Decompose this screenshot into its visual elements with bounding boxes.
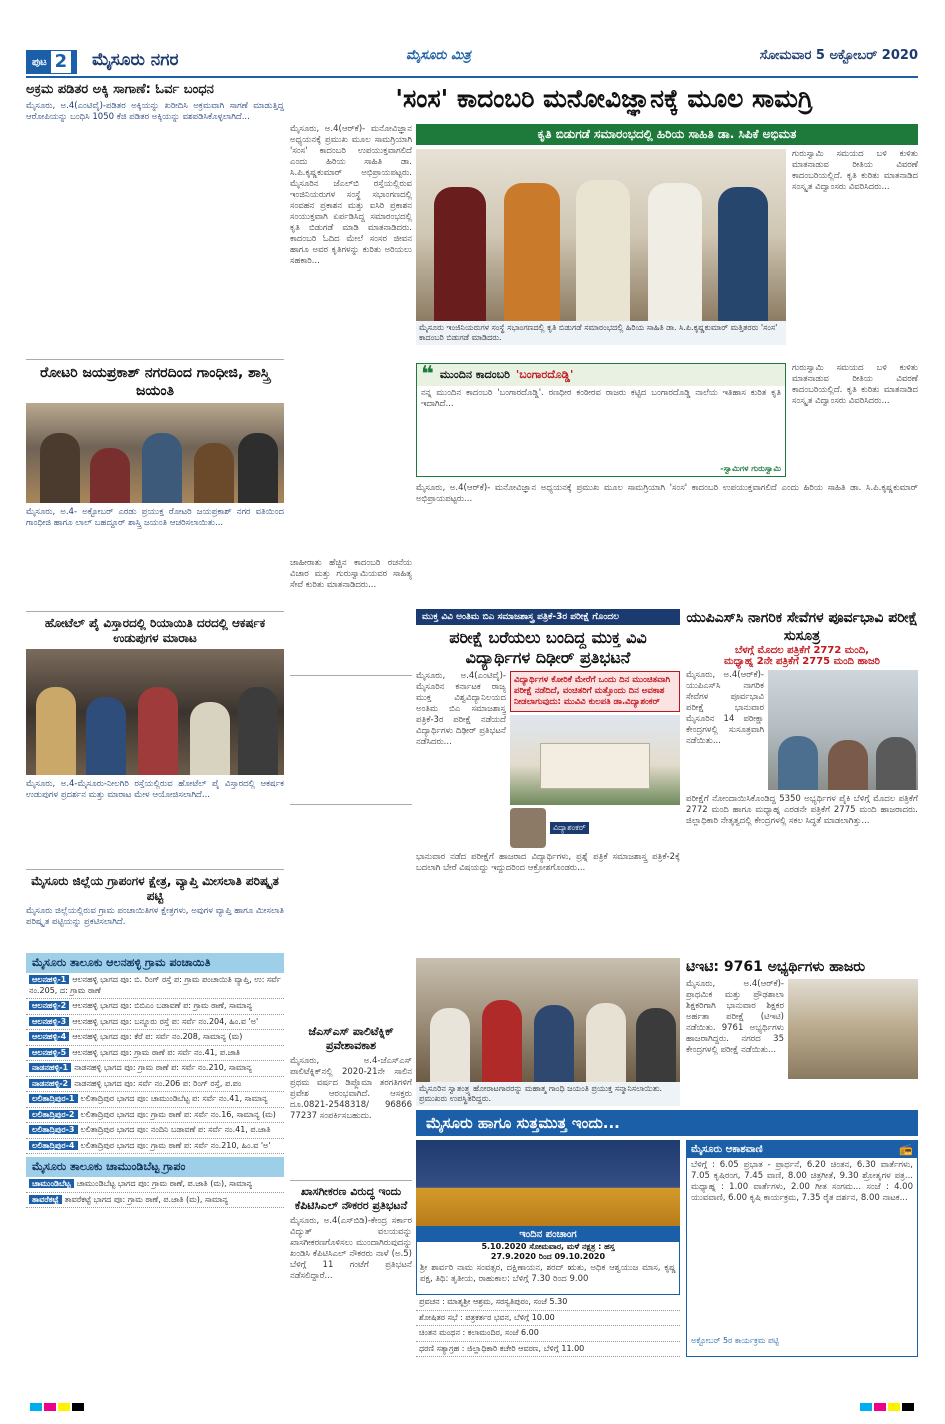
calendar-body: ಶ್ರೀ ಶಾರ್ವರಿ ನಾಮ ಸಂವತ್ಸರ, ದಕ್ಷಿಣಾಯನ, ಶರದ್ ಋತು, ಅಧಿಕ ಆಶ್ವಯುಜ ಮಾಸ, ಕೃಷ್ಣ ಪಕ್ಷ, ತಿಥಿ: ತೃತೀಯ, ರಾಹುಕಾಲ: ಬೆಳಿಗ್ಗೆ 7.30 ರಿಂದ 9.00	[420, 1263, 676, 1284]
upsc-body: ಮೈಸೂರು, ಅ.4(ಆರ್‌ಕೆ)- ಯುಪಿಎಸ್‌ಸಿ ನಾಗರಿಕ ಸೇವೆಗಳ ಪೂರ್ವಭಾವಿ ಪರೀಕ್ಷೆ ಭಾನುವಾರ ಮೈಸೂರಿನ 14 ಪರೀಕ್ಷಾ ಕೇಂದ್ರಗಳಲ್ಲಿ ಸುಸೂತ್ರವಾಗಿ ನಡೆಯಿತು...	[686, 670, 764, 746]
list-item-text: ತಾವರೆಕಟ್ಟೆ ಭಾಗದ ಪೂ: ಗ್ರಾಮ ಠಾಣೆ, ಪ.ಜಾತಿ (ಮ), ಸಾಮಾನ್ಯ	[64, 1194, 228, 1204]
list-item	[26, 1015, 284, 1031]
exam-body: ಮೈಸೂರು, ಅ.4(ಎಂಟಿವೈ)- ಮೈಸೂರಿನ ಕರ್ನಾಟಕ ರಾಜ್ಯ ಮುಕ್ತ ವಿಶ್ವವಿದ್ಯಾನಿಲಯದ ಅಂತಿಮ ಬಿಎ ಸಮಾಜಶಾಸ್ತ್ರ ಪತ್ರಿಕೆ-3ರ ಪರೀಕ್ಷೆ ನಡೆಯದೆ ವಿದ್ಯಾರ್ಥಿಗಳು ದಿಢೀರ್ ಪ್ರತಿಭಟನೆ ನಡೆಸಿದರು...	[416, 671, 506, 747]
upsc-story	[686, 609, 918, 954]
list-item	[26, 973, 284, 999]
divider	[26, 359, 284, 360]
rotary-headline: ರೋಟರಿ ಜಯಪ್ರಕಾಶ್ ನಗರದಿಂದ ಗಾಂಧೀಜಿ, ಶಾಸ್ತ್ರಿ ಜಯಂತಿ	[40, 365, 270, 399]
upsc-body-row	[686, 670, 918, 790]
radio-box	[686, 1140, 918, 1357]
page-header	[26, 44, 918, 78]
calendar-line-2: 27.9.2020 ರಿಂದ 09.10.2020	[490, 1252, 606, 1261]
exam-body-2: ಭಾನುವಾರ ನಡೆದ ಪರೀಕ್ಷೆಗೆ ಹಾಜರಾದ ವಿದ್ಯಾರ್ಥಿಗಳು, ಪ್ರಶ್ನೆ ಪತ್ರಿಕೆ ಸಮಾಜಶಾಸ್ತ್ರ ಪತ್ರಿಕೆ-2ಕ್ಕೆ ಬದಲಾಗಿ ಬೇರೆ ವಿಷಯದ್ದು ಇದ್ದುದರಿಂದ ಆಕ್ರೋಶಗೊಂಡರು...	[416, 852, 680, 873]
quote-body: ನನ್ನ ಮುಂದಿನ ಕಾದಂಬರಿ 'ಬಂಗಾರದೊಡ್ಡಿ'. ರಣಧೀರ ಕಂಠೀರವ ರಾಜರು ಕಟ್ಟಿದ ಬಂಗಾರದೊಡ್ಡಿ ನಾಲೆಯ ಇತಿಹಾಸ ಕುರಿತ ಕೃತಿ ಇದಾಗಿದೆ...	[421, 388, 781, 409]
section-title: ಮೈಸೂರು ನಗರ	[92, 50, 179, 70]
rotary-photo	[26, 403, 284, 503]
lead-photo-caption: ಮೈಸೂರು ಇಂಜಿನಿಯರುಗಳ ಸಂಸ್ಥೆ ಸಭಾಂಗಣದಲ್ಲಿ ಕೃತಿ ಬಿಡುಗಡೆ ಸಮಾರಂಭದಲ್ಲಿ ಹಿರಿಯ ಸಾಹಿತಿ ಡಾ. ಸಿ.ಪಿ.ಕೃಷ್ಣಕುಮಾರ್ ಮತ್ತಿತರರು 'ಸಂಸ' ಕಾದಂಬರಿ ಬಿಡುಗಡೆ ಮಾಡಿದರು.	[416, 321, 786, 345]
list-item	[26, 1046, 284, 1062]
left-column	[26, 82, 284, 1372]
list-item	[26, 1061, 284, 1077]
list-item	[26, 1092, 284, 1108]
lead-body-col2-continued: ಜಾಹೀರಾತು ಹೆಚ್ಚಿನ ಕಾದಂಬರಿ ರಚನೆಯ ವಿಚಾರ ಮತ್ತು ಗುರುಸ್ವಾಮಿಯವರ ಸಾಹಿತ್ಯ ಸೇವೆ ಕುರಿತು ಮಾತನಾಡಿದರು...	[290, 558, 412, 590]
exam-inset-quote: ವಿದ್ಯಾರ್ಥಿಗಳ ಕೋರಿಕೆ ಮೇರೆಗೆ ಒಂದು ದಿನ ಮುಂಚಿತವಾಗಿ ಪರೀಕ್ಷೆ ನಡೆದಿದೆ, ವಂಚಿತರಿಗೆ ಮತ್ತೊಂದು ದಿನ ಅವಕಾಶ ನೀಡಲಾಗುವುದು: ಮುವಿವಿ ಕುಲಪತಿ ಡಾ.ವಿದ್ಯಾಶಂಕರ್	[510, 671, 680, 712]
exam-kicker: ಮುಕ್ತ ವಿವಿ ಅಂತಿಮ ಬಿಎ ಸಮಾಜಶಾಸ್ತ್ರ ಪತ್ರಿಕೆ-3ರ ಪರೀಕ್ಷೆ ಗೊಂದಲ	[416, 609, 680, 625]
list-item-text: ಚಾಮುಂಡಿಬೆಟ್ಟ ಭಾಗದ ಪೂ: ಗ್ರಾಮ ಠಾಣೆ, ಪ.ಜಾತಿ (ಮ), ಸಾಮಾನ್ಯ	[76, 1179, 253, 1188]
hotel-photo	[26, 649, 284, 775]
quote-box	[416, 363, 786, 477]
quote-mark-icon: ❝	[421, 362, 434, 387]
upsc-sub-2: ಮಧ್ಯಾಹ್ನ 2ನೇ ಪತ್ರಿಕೆಗೆ 2775 ಮಂದಿ ಹಾಜರಿ	[724, 656, 880, 667]
palace-photo	[416, 1140, 680, 1226]
list-item-text: ಲಲಿತಾದ್ರಿಪುರ ಭಾಗದ ಪೂ: ಚಾಮುಂಡಿಬೆಟ್ಟ ಪ: ಸರ್ವೆ ನಂ.41, ಸಾಮಾನ್ಯ	[80, 1094, 268, 1103]
list-item-tag: ಲಲಿತಾದ್ರಿಪುರ-2	[29, 1110, 78, 1119]
page-number-badge	[26, 50, 77, 74]
quote-signature: -ಸ್ವಾಮಿಗಳ ಗುರುಸ್ವಾಮಿ	[720, 464, 781, 473]
list-item-text: ಲಲಿತಾದ್ರಿಪುರ ಭಾಗದ ಪೂ: ಗ್ರಾಮ ಠಾಣೆ ಪ: ಸರ್ವೆ ನಂ.16, ಸಾಮಾನ್ಯ (ಮ)	[80, 1109, 276, 1119]
list-item	[26, 999, 284, 1015]
upsc-headline: ಯುಪಿಎಸ್‌ಸಿ ನಾಗರಿಕ ಸೇವೆಗಳ ಪೂರ್ವಭಾವಿ ಪರೀಕ್ಷೆ ಸುಸೂತ್ರ	[686, 610, 918, 644]
quote-header	[417, 364, 785, 386]
lead-body-col2: ಮೈಸೂರು, ಅ.4(ಆರ್‌ಕೆ)- ಮನೋವಿಜ್ಞಾನ ಅಧ್ಯಯನಕ್ಕೆ ಪ್ರಮುಖ ಮೂಲ ಸಾಮಗ್ರಿಯಾಗಿ 'ಸಂಸ' ಕಾದಂಬರಿ ಉಪಯುಕ್ತವಾಗಲಿದೆ ಎಂದು ಹಿರಿಯ ಸಾಹಿತಿ ಡಾ. ಸಿ.ಪಿ.ಕೃಷ್ಣಕುಮಾರ್ ಅಭಿಪ್ರಾಯಪಟ್ಟರು. ಮೈಸೂರಿನ ಜೆಎಲ್‌ಬಿ ರಸ್ತೆಯಲ್ಲಿರುವ ಇಂಜಿನಿಯರುಗಳ ಸಂಸ್ಥೆ ಸಭಾಂಗಣದಲ್ಲಿ ಸಂವಹನ ಪ್ರಕಾಶನ ಮತ್ತು ಐಸಿರಿ ಪ್ರಕಾಶನ ಸಂಯುಕ್ತವಾಗಿ ಏರ್ಪಡಿಸಿದ್ದ ಸಮಾರಂಭದಲ್ಲಿ ಕೃತಿ ಬಿಡುಗಡೆ ಮಾಡಿ ಮಾತನಾಡಿದರು. ಕಾದಂಬರಿ ಓದಿದ ಮೇಲೆ ಸಂಸರ ಜೀವನ ಹಾಗೂ ಅವರ ಕೃತಿಗಳನ್ನು ಕುರಿತು ಅರಿಯಲು ಸಹಕಾರಿ...	[290, 124, 412, 266]
today-left	[416, 1140, 680, 1357]
lead-photo	[416, 149, 786, 321]
exam-upsc-row	[416, 609, 918, 954]
exam-body-row	[416, 671, 680, 848]
gp-body: ಮೈಸೂರು ಜಿಲ್ಲೆಯಲ್ಲಿರುವ ಗ್ರಾಮ ಪಂಚಾಯಿತಿಗಳ ಕ್ಷೇತ್ರಗಳು, ಅವುಗಳ ವ್ಯಾಪ್ತಿ ಹಾಗೂ ಮೀಸಲಾತಿ ಪರಿಷ್ಕೃತ ಪಟ್ಟಿಯನ್ನು ಪ್ರಕಟಿಸಲಾಗಿದೆ.	[26, 906, 284, 927]
divider	[290, 1180, 412, 1181]
divider	[26, 611, 284, 612]
mid-photo-caption: ಮೈಸೂರಿನ ಸ್ವಾತಂತ್ರ್ಯ ಹೋರಾಟಗಾರರನ್ನು ಮಹಾತ್ಮ ಗಾಂಧಿ ಜಯಂತಿ ಪ್ರಯುಕ್ತ ಸನ್ಮಾನಿಸಲಾಯಿತು. ಪ್ರಮುಖರು ಉಪಸ್ಥಿತರಿದ್ದರು.	[416, 1082, 680, 1106]
events-list	[416, 1295, 680, 1357]
tet-story	[686, 958, 918, 1106]
exam-story	[416, 609, 680, 954]
list-item-text: ಆಲನಹಳ್ಳಿ ಭಾಗದ ಪೂ: ಬನ್ನೂರು ರಸ್ತೆ ಪ: ಸರ್ವೆ ನಂ.204, ಹಿಂ.ವ 'ಅ'	[72, 1016, 259, 1026]
list-item-tag: ಆಲನಹಳ್ಳಿ-4	[29, 1032, 69, 1041]
today-banner: ಮೈಸೂರು ಹಾಗೂ ಸುತ್ತಮುತ್ತ ಇಂದು...	[416, 1110, 918, 1136]
list-item	[26, 1108, 284, 1124]
tet-body-row	[686, 979, 918, 1091]
list-item-text: ಆಲನಹಳ್ಳಿ ಭಾಗದ ಪೂ: ಗ್ರಾಮ ಠಾಣೆ ಪ: ಸರ್ವೆ ನಂ.41, ಪ.ಜಾತಿ	[72, 1047, 241, 1057]
list-item-tag: ಆಲನಹಳ್ಳಿ-2	[29, 1001, 69, 1010]
photo-tet-row	[416, 958, 918, 1106]
lead-right-body: ಗುರುಸ್ವಾಮಿ ಸಮಯದ ಬಳಿ ಕುಳಿತು ಮಾತನಾಡುವ ರೀತಿಯ ವಿವರಣೆ ಕಾದಂಬರಿಯಲ್ಲಿದೆ. ಕೃತಿ ಕುರಿತು ಮಾತನಾಡಿದ ಸಂಸ್ಕೃತ ವಿದ್ವಾಂಸರು ವಿವರಿಸಿದರು...	[792, 149, 918, 192]
radio-body: ಬೆಳಿಗ್ಗೆ : 6.05 ಪ್ರಭಾತ - ಪ್ರಾರ್ಥನೆ, 6.20 ಚಿಂತನ, 6.30 ವಾರ್ತೆಗಳು, 7.05 ಕೃಷಿರಂಗ, 7.45 ವಾಣಿ, 8.00 ಚಿತ್ರಗೀತೆ, 9.30 ಶ್ರೋತೃಗಳ ಪತ್ರ... ಮಧ್ಯಾಹ್ನ : 1.00 ವಾರ್ತೆಗಳು, 2.00 ಗೀತ ಸಂಗಮ... ಸಂಜೆ : 4.00 ಯುವವಾಣಿ, 6.00 ಕೃಷಿ ಕಾರ್ಯಕ್ರಮ, 7.35 ರೈತ ದರ್ಶನ, 8.00 ನಾಟಕ...	[691, 1160, 913, 1203]
lead-photo-row	[416, 149, 918, 359]
event-item: ಪ್ರವಚನ : ಮಾತೃಶ್ರೀ ಆಶ್ರಮ, ಸರಸ್ವತಿಪುರಂ, ಸಂಜೆ 5.30	[416, 1295, 680, 1311]
lead-photo-block	[416, 149, 786, 359]
list-item-tag: ನಾಡನಹಳ್ಳಿ-1	[29, 1063, 71, 1072]
exam-headline: ಪರೀಕ್ಷೆ ಬರೆಯಲು ಬಂದಿದ್ದ ಮುಕ್ತ ವಿವಿ ವಿದ್ಯಾರ್ಥಿಗಳ ದಿಢೀರ್ ಪ್ರತಿಭಟನೆ	[449, 628, 647, 667]
list-item-text: ಆಲನಹಳ್ಳಿ ಭಾಗದ ಪೂ: ಕೆರೆ ಪ: ಸರ್ವೆ ನಂ.208, ಸಾಮಾನ್ಯ (ಮ)	[72, 1032, 243, 1041]
list-item	[26, 1193, 284, 1209]
list-item	[26, 1139, 284, 1155]
list-item-text: ನಾಡನಹಳ್ಳಿ ಭಾಗದ ಪೂ: ಗ್ರಾಮ ಠಾಣೆ ಪ: ಸರ್ವೆ ನಂ.210, ಸಾಮಾನ್ಯ	[74, 1063, 252, 1072]
list-item-text: ಲಲಿತಾದ್ರಿಪುರ ಭಾಗದ ಪೂ: ನಂದಿನಿ ಬಡಾವಣೆ ಪ: ಸರ್ವೆ ನಂ.41, ಪ.ಜಾತಿ	[80, 1125, 271, 1134]
exam-inset	[510, 671, 680, 848]
list-item-text: ಲಲಿತಾದ್ರಿಪುರ ಭಾಗದ ಪೂ: ಗ್ರಾಮ ಠಾಣೆ ಪ: ಸರ್ವೆ ನಂ.210, ಹಿಂ.ವ 'ಅ'	[80, 1140, 271, 1150]
quote-label: ಮುಂದಿನ ಕಾದಂಬರಿ	[439, 368, 510, 381]
page-number: 2	[51, 51, 72, 73]
list-item	[26, 1123, 284, 1139]
lead-headline-block	[290, 82, 918, 122]
radio-foot: ಅಕ್ಟೋಬರ್ 5ರ ಕಾರ್ಯಕ್ರಮ ಪಟ್ಟಿ	[691, 1336, 779, 1345]
mid-photo-block	[416, 958, 680, 1106]
list-item-tag: ತಾವರೆಕಟ್ಟೆ	[29, 1195, 62, 1204]
lead-subhead: ಕೃತಿ ಬಿಡುಗಡೆ ಸಮಾರಂಭದಲ್ಲಿ ಹಿರಿಯ ಸಾಹಿತಿ ಡಾ. ಸಿಪಿಕೆ ಅಭಿಮತ	[416, 124, 918, 145]
list-item	[26, 1177, 284, 1193]
rotary-body: ಮೈಸೂರು, ಅ.4- ಅಕ್ಟೋಬರ್ ಎರಡು ಪ್ರಯುಕ್ತ ರೋಟರಿ ಜಯಪ್ರಕಾಶ್ ನಗರ ವತಿಯಿಂದ ಗಾಂಧೀಜಿ ಹಾಗೂ ಲಾಲ್ ಬಹದ್ದೂರ್ ಶಾಸ್ತ್ರಿ ಜಯಂತಿ ಆಚರಿಸಲಾಯಿತು...	[26, 507, 284, 528]
event-item: ಚಿಂತನ ಮಂಥನ : ಕಲಾಮಂದಿರ, ಸಂಜೆ 6.00	[416, 1326, 680, 1342]
list-item-tag: ಲಲಿತಾದ್ರಿಪುರ-4	[29, 1141, 78, 1150]
portrait-row	[510, 808, 680, 848]
job-headline: ಖಾಸಗೀಕರಣ ವಿರುದ್ಧ ಇಂದು ಕೆಪಿಟಿಸಿಎಲ್ ನೌಕರರ ಪ್ರತಿಭಟನೆ	[294, 1185, 408, 1212]
middle-narrow-column	[290, 124, 412, 1374]
print-registration-marks	[0, 1400, 945, 1414]
calendar-box	[416, 1226, 680, 1295]
list-item-tag: ಲಲಿತಾದ್ರಿಪುರ-3	[29, 1125, 78, 1134]
quote-title: 'ಬಂಗಾರದೊಡ್ಡಿ'	[515, 368, 574, 381]
divider	[290, 804, 412, 805]
calendar-title: ಇಂದಿನ ಪಂಚಾಂಗ	[417, 1227, 679, 1242]
upsc-sub-1: ಬೆಳಗ್ಗೆ ಮೊದಲ ಪತ್ರಿಕೆಗೆ 2772 ಮಂದಿ,	[735, 645, 869, 656]
radio-icon: 📻	[899, 1143, 913, 1156]
rice-headline: ಅಕ್ರಮ ಪಡಿತರ ಅಕ್ಕಿ ಸಾಗಾಣೆ: ಓರ್ವ ಬಂಧನ	[26, 82, 214, 97]
quote-row	[416, 363, 918, 477]
divider	[26, 869, 284, 870]
tet-headline: ಟಿಇಟಿ: 9761 ಅಭ್ಯರ್ಥಿಗಳು ಹಾಜರು	[686, 959, 866, 975]
calendar-line-1: 5.10.2020 ಸೋಮವಾರ, ಮಳೆ ನಕ್ಷತ್ರ : ಹಸ್ತ	[481, 1242, 615, 1251]
gp-headline: ಮೈಸೂರು ಜಿಲ್ಲೆಯ ಗ್ರಾಪಂಗಳ ಕ್ಷೇತ್ರ, ವ್ಯಾಪ್ತಿ ಮೀಸಲಾತಿ ಪರಿಷ್ಕೃತ ಪಟ್ಟಿ	[31, 874, 279, 903]
rice-body: ಮೈಸೂರು, ಅ.4(ಎಂಟಿವೈ)-ಪಡಿತರ ಅಕ್ಕಿಯನ್ನು ಖರೀದಿಸಿ ಅಕ್ರಮವಾಗಿ ಸಾಗಣೆ ಮಾಡುತ್ತಿದ್ದ ಆರೋಪಿಯನ್ನು ಬಂಧಿಸಿ 1050 ಕೆಜಿ ಪಡಿತರ ಅಕ್ಕಿಯನ್ನು ವಶಪಡಿಸಿಕೊಳ್ಳಲಾಗಿದೆ...	[26, 101, 284, 122]
upsc-photo	[768, 670, 918, 790]
job-body: ಮೈಸೂರು, ಅ.4(ಎಸ್‌ಬಿಡಿ)-ಕೇಂದ್ರ ಸರ್ಕಾರ ವಿದ್ಯುತ್ ವಲಯವನ್ನು ಖಾಸಗೀಕರಣಗೊಳಿಸಲು ಮುಂದಾಗಿರುವುದನ್ನು ಖಂಡಿಸಿ ಕೆಪಿಟಿಸಿಎಲ್ ನೌಕರರು ನಾಳೆ (ಅ.5) ಬೆಳಿಗ್ಗೆ 11 ಗಂಟೆಗೆ ಪ್ರತಿಭಟನೆ ನಡೆಸಲಿದ್ದಾರೆ...	[290, 1216, 412, 1281]
list-item	[26, 1030, 284, 1046]
radio-header	[687, 1141, 917, 1158]
event-item: ಧರಣಿ ಸತ್ಯಾಗ್ರಹ : ಜಿಲ್ಲಾಧಿಕಾರಿ ಕಚೇರಿ ಆವರಣ, ಬೆಳಿಗ್ಗೆ 11.00	[416, 1342, 680, 1358]
spacer	[290, 680, 412, 800]
portrait-avatar	[510, 808, 546, 848]
gp-section-bar: ಮೈಸೂರು ತಾಲೂಕು ಆಲನಹಳ್ಳಿ ಗ್ರಾಮ ಪಂಚಾಯಿತಿ	[26, 953, 284, 973]
chb-list	[26, 1177, 284, 1208]
lead-story-area	[416, 124, 918, 1374]
hotel-headline: ಹೋಟೆಲ್ ಪೈ ವಿಸ್ತಾರದಲ್ಲಿ ರಿಯಾಯಿತಿ ದರದಲ್ಲಿ ಆಕರ್ಷಕ ಉಡುಪುಗಳ ಮಾರಾಟ	[44, 616, 266, 645]
event-item: ಶೋಷಿತರ ಸಭೆ : ಪತ್ರಕರ್ತರ ಭವನ, ಬೆಳಿಗ್ಗೆ 10.00	[416, 1311, 680, 1327]
upsc-body-2: ಪರೀಕ್ಷೆಗೆ ನೋಂದಾಯಿಸಿಕೊಂಡಿದ್ದ 5350 ಅಭ್ಯರ್ಥಿಗಳ ಪೈಕಿ ಬೆಳಿಗ್ಗೆ ಮೊದಲ ಪತ್ರಿಕೆಗೆ 2772 ಮಂದಿ ಹಾಗೂ ಮಧ್ಯಾಹ್ನ ಎರಡನೇ ಪತ್ರಿಕೆಗೆ 2775 ಮಂದಿ ಹಾಜರಾದರು. ಜಿಲ್ಲಾಧಿಕಾರಿ ನೇತೃತ್ವದಲ್ಲಿ ಕೇಂದ್ರಗಳಲ್ಲಿ ಸಕಲ ಸಿದ್ಧತೆ ಮಾಡಲಾಗಿತ್ತು...	[686, 794, 918, 826]
portrait-label: ವಿದ್ಯಾಶಂಕರ್	[550, 822, 589, 834]
list-item-tag: ಆಲನಹಳ್ಳಿ-5	[29, 1048, 69, 1057]
list-item-tag: ನಾಡನಹಳ್ಳಿ-2	[29, 1079, 71, 1088]
jss-headline: ಜೆಎಸ್‌ಎಸ್ ಪಾಲಿಟೆಕ್ನಿಕ್ ಪ್ರವೇಶಾವಕಾಶ	[308, 1025, 394, 1052]
list-item-text: ನಾಡನಹಳ್ಳಿ ಭಾಗದ ಪೂ: ಸರ್ವೆ ನಂ.206 ಪ: ರಿಂಗ್ ರಸ್ತೆ, ಪ.ಪಂ	[74, 1078, 242, 1088]
mid-photo	[416, 958, 680, 1082]
hotel-body: ಮೈಸೂರು, ಅ.4-ಮೈಸೂರು-ನೀಲಗಿರಿ ರಸ್ತೆಯಲ್ಲಿರುವ ಹೋಟೆಲ್ ಪೈ ವಿಸ್ತಾರದಲ್ಲಿ ಆಕರ್ಷಕ ಉಡುಪುಗಳ ಪ್ರದರ್ಶನ ಮತ್ತು ಮಾರಾಟ ಮೇಳ ಆಯೋಜಿಸಲಾಗಿದೆ...	[26, 779, 284, 800]
dateline: ಸೋಮವಾರ 5 ಅಕ್ಟೋಬರ್ 2020	[759, 48, 918, 63]
page-word: ಪುಟ	[32, 56, 47, 68]
masthead-logo: ಮೈಸೂರು ಮಿತ್ರ	[406, 48, 471, 63]
divider	[290, 675, 412, 676]
chb-section-bar: ಮೈಸೂರು ತಾಲೂಕು ಚಾಮುಂಡಿಬೆಟ್ಟ ಗ್ರಾಪಂ	[26, 1157, 284, 1177]
list-item	[26, 1077, 284, 1093]
lead-right-body-2: ಗುರುಸ್ವಾಮಿ ಸಮಯದ ಬಳಿ ಕುಳಿತು ಮಾತನಾಡುವ ರೀತಿಯ ವಿವರಣೆ ಕಾದಂಬರಿಯಲ್ಲಿದೆ. ಕೃತಿ ಕುರಿತು ಮಾತನಾಡಿದ ಸಂಸ್ಕೃತ ವಿದ್ವಾಂಸರು ವಿವರಿಸಿದರು...	[792, 363, 918, 406]
jss-body: ಮೈಸೂರು, ಅ.4-ಜೆಎಸ್‌ಎಸ್ ಪಾಲಿಟೆಕ್ನಿಕ್‌ನಲ್ಲಿ 2020-21ನೇ ಸಾಲಿನ ಪ್ರಥಮ ವರ್ಷದ ಡಿಪ್ಲೊಮಾ ತರಗತಿಗಳಿಗೆ ಪ್ರವೇಶ ಆರಂಭವಾಗಿದೆ. ಆಸಕ್ತರು ದೂ.0821-2548318/ 96866 77237 ಸಂಪರ್ಕಿಸಬಹುದು.	[290, 1056, 412, 1121]
radio-title: ಮೈಸೂರು ಆಕಾಶವಾಣಿ	[691, 1144, 763, 1155]
university-photo	[510, 715, 680, 805]
gp-list	[26, 973, 284, 1154]
list-item-tag: ಆಲನಹಳ್ಳಿ-1	[29, 975, 69, 984]
lead-headline: 'ಸಂಸ' ಕಾದಂಬರಿ ಮನೋವಿಜ್ಞಾನಕ್ಕೆ ಮೂಲ ಸಾಮಗ್ರಿ	[395, 84, 813, 113]
list-item-text: ಆಲನಹಳ್ಳಿ ಭಾಗದ ಪೂ: ಬಿ. ರಿಂಗ್ ರಸ್ತೆ ಪ: ಗ್ರಾಮ ಪಂಚಾಯಿತಿ ವ್ಯಾಪ್ತಿ, ಉ: ಸರ್ವೆ ನಂ.205, ದ: ಗ್ರಾಮ ಠಾಣೆ	[29, 975, 281, 995]
list-item-tag: ಲಲಿತಾದ್ರಿಪುರ-1	[29, 1094, 78, 1103]
list-item-tag: ಆಲನಹಳ್ಳಿ-3	[29, 1017, 69, 1026]
list-item-text: ಆಲನಹಳ್ಳಿ ಭಾಗದ ಪೂ: ಬಿಬಿಎಂ ಬಡಾವಣೆ ಪ: ಗ್ರಾಮ ಠಾಣೆ, ಸಾಮಾನ್ಯ	[72, 1001, 253, 1010]
tet-body: ಮೈಸೂರು, ಅ.4(ಆರ್‌ಕೆ)- ಪ್ರಾಥಮಿಕ ಮತ್ತು ಪ್ರೌಢಶಾಲಾ ಶಿಕ್ಷಕರಿಗಾಗಿ ಭಾನುವಾರ ಶಿಕ್ಷಕರ ಅರ್ಹತಾ ಪರೀಕ್ಷೆ (ಟಿಇಟಿ) ನಡೆಯಿತು. 9761 ಅಭ್ಯರ್ಥಿಗಳು ಹಾಜರಾಗಿದ್ದರು. ನಗರದ 35 ಕೇಂದ್ರಗಳಲ್ಲಿ ಪರೀಕ್ಷೆ ನಡೆಯಿತು...	[686, 979, 784, 1055]
today-row	[416, 1140, 918, 1357]
list-item-tag: ಚಾಮುಂಡಿಬೆಟ್ಟ	[29, 1179, 74, 1188]
lead-body-continued: ಮೈಸೂರು, ಅ.4(ಆರ್‌ಕೆ)- ಮನೋವಿಜ್ಞಾನ ಅಧ್ಯಯನಕ್ಕೆ ಪ್ರಮುಖ ಮೂಲ ಸಾಮಗ್ರಿಯಾಗಿ 'ಸಂಸ' ಕಾದಂಬರಿ ಉಪಯುಕ್ತವಾಗಲಿದೆ ಎಂದು ಹಿರಿಯ ಸಾಹಿತಿ ಡಾ. ಸಿ.ಪಿ.ಕೃಷ್ಣಕುಮಾರ್ ಅಭಿಪ್ರಾಯಪಟ್ಟರು...	[416, 483, 918, 504]
tet-photo	[788, 979, 918, 1079]
